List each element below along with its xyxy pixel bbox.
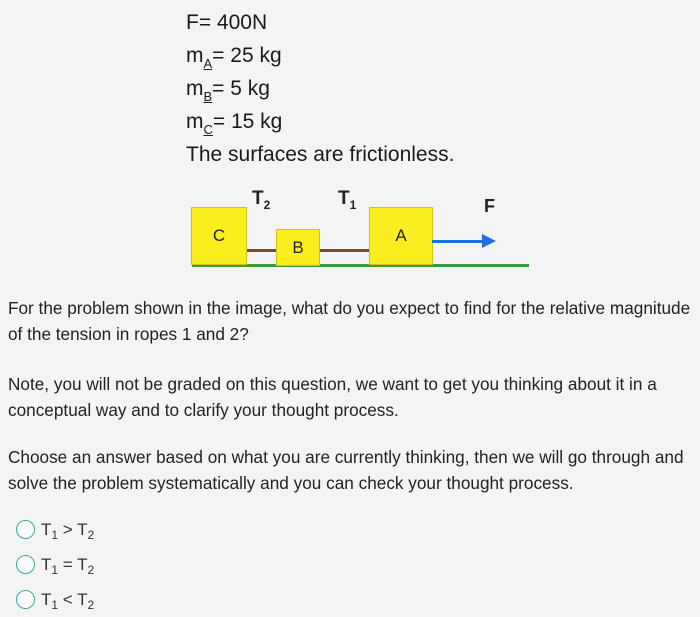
choice-t2-subscript: 2 bbox=[87, 597, 95, 612]
mass-b-value bbox=[186, 72, 454, 105]
choice-t1-symbol: T bbox=[41, 554, 52, 574]
rope-1 bbox=[319, 249, 369, 252]
mass-c-symbol: m bbox=[186, 110, 204, 133]
mass-c-text: = 15 kg bbox=[212, 110, 283, 133]
question-prompt: For the problem shown in the image, what do you expect to find for the relative magnitude of the tension in ropes 1 and 2? bbox=[8, 298, 691, 344]
tension-2-label bbox=[252, 188, 270, 210]
block-b: B bbox=[276, 229, 320, 266]
choice-t2-symbol: T bbox=[77, 519, 88, 539]
question-note: Note, you will not be graded on this question, we want to get you thinking about it in a conceptual way and to clarify your thought process. bbox=[8, 374, 657, 420]
choice-t1-subscript: 1 bbox=[51, 597, 59, 612]
mass-a-text: = 25 kg bbox=[212, 44, 282, 67]
surface-note: The surfaces are frictionless. bbox=[186, 143, 455, 166]
radio-button[interactable] bbox=[16, 520, 35, 539]
tension-2-subscript: 2 bbox=[263, 198, 271, 212]
answer-choices bbox=[16, 512, 94, 617]
choice-t2-subscript: 2 bbox=[87, 527, 95, 542]
choice-t1-symbol: T bbox=[41, 589, 52, 609]
question-instruction: Choose an answer based on what you are currently thinking, then we will go through and solve the problem systematically and you can check your thought process. bbox=[8, 447, 684, 493]
mass-b-subscript: B bbox=[203, 89, 213, 104]
tension-1-symbol: T bbox=[338, 188, 350, 209]
radio-button[interactable] bbox=[16, 590, 35, 609]
choice-label bbox=[41, 590, 94, 610]
choice-t1-less[interactable] bbox=[16, 582, 94, 617]
tension-1-label bbox=[338, 188, 356, 210]
force-value bbox=[186, 6, 454, 39]
rope-2 bbox=[246, 249, 276, 252]
radio-button[interactable] bbox=[16, 555, 35, 574]
blocks-diagram bbox=[188, 186, 528, 276]
tension-2-symbol: T bbox=[252, 188, 264, 209]
block-a: A bbox=[369, 207, 433, 265]
mass-a-subscript: A bbox=[203, 56, 213, 71]
choice-label bbox=[41, 520, 94, 540]
choice-operator: = bbox=[58, 554, 78, 574]
choice-t2-subscript: 2 bbox=[87, 562, 95, 577]
choice-t2-symbol: T bbox=[77, 554, 88, 574]
force-symbol: F bbox=[186, 11, 199, 34]
choice-t1-greater[interactable] bbox=[16, 512, 94, 547]
choice-t1-equal[interactable] bbox=[16, 547, 94, 582]
mass-a-value bbox=[186, 39, 454, 72]
force-arrow-icon bbox=[482, 234, 496, 248]
choice-t2-symbol: T bbox=[77, 589, 88, 609]
mass-b-symbol: m bbox=[186, 77, 204, 100]
force-label: F bbox=[484, 196, 495, 216]
choice-t1-subscript: 1 bbox=[51, 562, 59, 577]
force-arrow-shaft bbox=[432, 240, 484, 243]
choice-operator: > bbox=[58, 519, 78, 539]
tension-1-subscript: 1 bbox=[349, 198, 357, 212]
choice-t1-symbol: T bbox=[41, 519, 52, 539]
choice-operator: < bbox=[58, 589, 78, 609]
choice-label bbox=[41, 555, 94, 575]
mass-c-subscript: C bbox=[203, 122, 213, 137]
force-text: = 400N bbox=[198, 11, 268, 34]
choice-t1-subscript: 1 bbox=[51, 527, 59, 542]
given-values bbox=[186, 6, 454, 171]
block-c: C bbox=[191, 207, 247, 265]
mass-a-symbol: m bbox=[186, 44, 204, 67]
mass-c-value bbox=[186, 105, 454, 138]
mass-b-text: = 5 kg bbox=[212, 77, 270, 100]
